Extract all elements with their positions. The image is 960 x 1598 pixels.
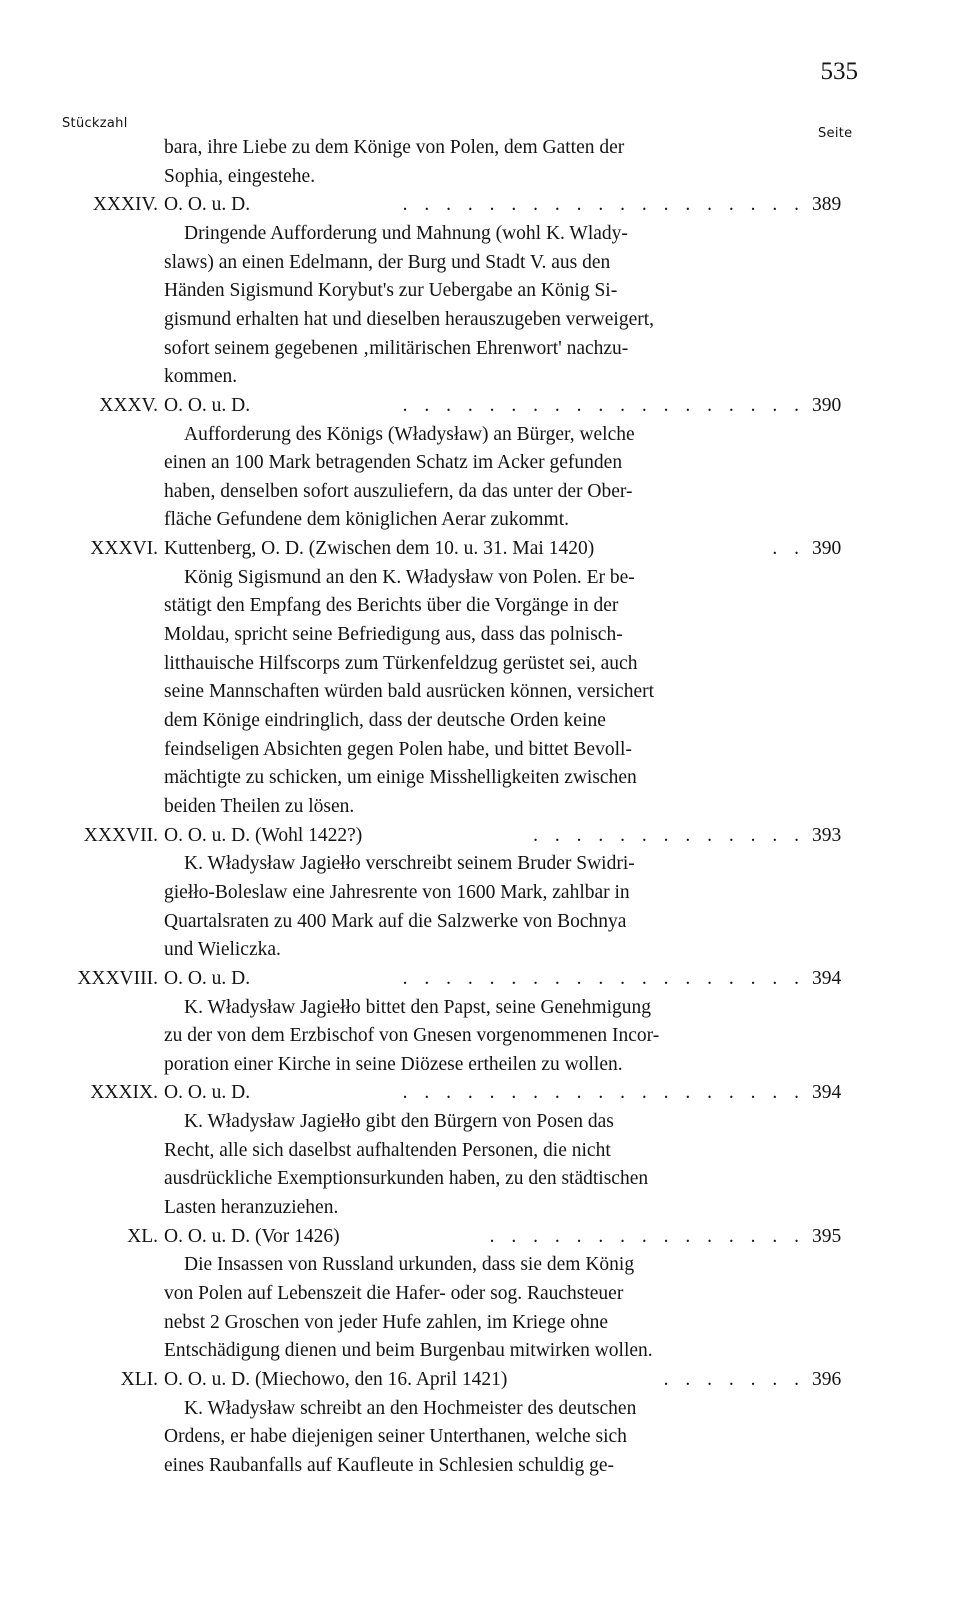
line-text: slaws) an einen Edelmann, der Burg und Stadt V. aus den [164, 251, 611, 273]
line-text: gismund erhalten hat und dieselben herauszugeben verweigert, [164, 308, 655, 330]
entry-number: XLI. [120, 1368, 158, 1390]
line-text: Sophia, eingestehe. [164, 165, 316, 187]
line-text: Die Insassen von Russland urkunden, dass sie dem König [184, 1254, 635, 1276]
text-line [0, 1021, 960, 1051]
text-line [0, 505, 960, 535]
text-line [0, 1164, 960, 1194]
line-text: giełło-Boleslaw eine Jahresrente von 1600 Mark, zahlbar in [164, 881, 630, 903]
text-line [0, 849, 960, 879]
line-text: von Polen auf Lebenszeit die Hafer- oder sog. Rauchsteuer [164, 1283, 624, 1304]
line-text: O. O. u. D. (Vor 1426) [164, 1225, 340, 1247]
entry-number: XXXIV. [92, 194, 158, 216]
line-text: Entschädigung dienen und beim Burgenbau mitwirken wollen. [164, 1340, 653, 1362]
entry-heading-line [0, 1365, 960, 1395]
line-text: stätigt den Empfang des Berichts über die Vorgänge in der [164, 595, 619, 617]
text-line [0, 1050, 960, 1080]
line-text: König Sigismund an den K. Władysław von Polen. Er be- [184, 566, 635, 588]
column-head-count: Stückzahl [62, 116, 128, 131]
entry-number: XL. [127, 1225, 158, 1247]
leader-dots: . . . . . . . . . . . . . . . [489, 1225, 805, 1247]
entry-heading-line [0, 190, 960, 220]
text-line [0, 935, 960, 965]
line-text: O. O. u. D. (Miechowo, den 16. April 1421) [164, 1368, 508, 1390]
entry-number: XXXV. [99, 394, 158, 416]
text-line [0, 1451, 960, 1481]
text-line [0, 362, 960, 392]
line-text: K. Władysław schreibt an den Hochmeister des deutschen [184, 1397, 637, 1419]
text-line [0, 591, 960, 621]
text-line [0, 878, 960, 908]
entry-number: XXXIX. [90, 1082, 158, 1104]
entry-number: XXXVI. [90, 538, 158, 560]
text-line [0, 334, 960, 364]
line-text: poration einer Kirche in seine Diözese ertheilen zu wollen. [164, 1053, 623, 1075]
page-reference: 394 [812, 1082, 842, 1104]
text-line [0, 792, 960, 822]
page-reference: 389 [812, 194, 842, 216]
leader-dots: . . . . . . . . . . . . . . . . . . . [402, 194, 805, 216]
line-text: bara, ihre Liebe zu dem Könige von Polen, dem Gatten der [164, 137, 625, 158]
entry-number: XXXVIII. [77, 967, 158, 989]
line-text: Quartalsraten zu 400 Mark auf die Salzwerke von Bochnya [164, 910, 627, 932]
text-line [0, 248, 960, 278]
text-line [0, 649, 960, 679]
line-text: seine Mannschaften würden bald ausrücken können, versichert [164, 681, 655, 703]
line-text: O. O. u. D. (Wohl 1422?) [164, 824, 363, 846]
line-text: nebst 2 Groschen von jeder Hufe zahlen, im Kriege ohne [164, 1311, 609, 1333]
line-text: Moldau, spricht seine Befriedigung aus, dass das polnisch- [164, 624, 623, 646]
page-reference: 390 [812, 538, 842, 560]
text-line [0, 706, 960, 736]
line-text: beiden Theilen zu lösen. [164, 795, 355, 817]
text-line [0, 1394, 960, 1424]
text-line [0, 1136, 960, 1166]
text-line [0, 1308, 960, 1338]
line-text: dem Könige eindringlich, dass der deutsche Orden keine [164, 710, 606, 731]
text-line [0, 1107, 960, 1137]
leader-dots: . . [772, 538, 805, 560]
entry-heading-line [0, 534, 960, 564]
line-text: und Wieliczka. [164, 939, 281, 961]
line-text: Händen Sigismund Korybut's zur Uebergabe an König Si- [164, 280, 618, 302]
page-number: 535 [820, 58, 858, 85]
entry-heading-line [0, 821, 960, 851]
page-reference: 393 [812, 824, 842, 846]
line-text: K. Władysław Jagiełło bittet den Papst, seine Genehmigung [184, 996, 652, 1018]
line-text: zu der von dem Erzbischof von Gnesen vorgenommenen Incor- [164, 1025, 660, 1047]
line-text: fläche Gefundene dem königlichen Aerar zukommt. [164, 509, 570, 531]
line-text: sofort seinem gegebenen ‚militärischen Ehrenwort' nachzu- [164, 337, 629, 359]
text-line [0, 162, 960, 192]
text-line [0, 448, 960, 478]
entry-number: XXXVII. [83, 824, 158, 846]
text-line [0, 735, 960, 765]
line-text: eines Raubanfalls auf Kaufleute in Schlesien schuldig ge- [164, 1454, 614, 1476]
page-reference: 396 [812, 1368, 842, 1390]
line-text: Ordens, er habe diejenigen seiner Unterthanen, welche sich [164, 1426, 627, 1448]
line-text: feindseligen Absichten gegen Polen habe, und bittet Bevoll- [164, 738, 632, 760]
text-line [0, 1336, 960, 1366]
text-line [0, 133, 960, 163]
leader-dots: . . . . . . . . . . . . . . . . . . . [402, 967, 805, 989]
page-reference: 395 [812, 1225, 842, 1247]
entry-heading-line [0, 391, 960, 421]
line-text: K. Władysław Jagiełło gibt den Bürgern von Posen das [184, 1111, 614, 1133]
line-text: einen an 100 Mark betragenden Schatz im Acker gefunden [164, 452, 623, 474]
text-line [0, 563, 960, 593]
line-text: O. O. u. D. [164, 394, 251, 416]
line-text: mächtigte zu schicken, um einige Misshelligkeiten zwischen [164, 767, 637, 789]
line-text: O. O. u. D. [164, 194, 251, 216]
line-text: Kuttenberg, O. D. (Zwischen dem 10. u. 31. Mai 1420) [164, 538, 595, 560]
line-text: O. O. u. D. [164, 1082, 251, 1104]
entry-heading-line [0, 1222, 960, 1252]
leader-dots: . . . . . . . . . . . . . . . . . . . [402, 394, 805, 416]
text-line [0, 276, 960, 306]
line-text: Aufforderung des Königs (Władysław) an Bürger, welche [184, 423, 635, 445]
text-line [0, 1250, 960, 1280]
text-line [0, 907, 960, 937]
entry-heading-line [0, 964, 960, 994]
line-text: Dringende Aufforderung und Mahnung (wohl K. Wlady- [184, 222, 628, 244]
text-line [0, 305, 960, 335]
line-text: haben, denselben sofort auszuliefern, da das unter der Ober- [164, 480, 633, 502]
page-reference: 394 [812, 967, 842, 989]
line-text: K. Władysław Jagiełło verschreibt seinem Bruder Swidri- [184, 853, 635, 875]
text-line [0, 1193, 960, 1223]
text-line [0, 993, 960, 1023]
text-line [0, 763, 960, 793]
text-line [0, 1279, 960, 1309]
line-text: O. O. u. D. [164, 967, 251, 989]
text-line [0, 420, 960, 450]
page-reference: 390 [812, 394, 842, 416]
leader-dots: . . . . . . . . . . . . . . . . . . . [402, 1082, 805, 1104]
text-line [0, 620, 960, 650]
text-line [0, 219, 960, 249]
line-text: Recht, alle sich daselbst aufhaltenden Personen, die nicht [164, 1139, 611, 1161]
line-text: litthauische Hilfscorps zum Türkenfeldzug gerüstet sei, auch [164, 652, 638, 674]
line-text: ausdrückliche Exemptionsurkunden haben, zu den städtischen [164, 1168, 649, 1190]
text-line [0, 677, 960, 707]
entry-heading-line [0, 1078, 960, 1108]
line-text: Lasten heranzuziehen. [164, 1197, 339, 1219]
leader-dots: . . . . . . . [663, 1368, 805, 1390]
line-text: kommen. [164, 366, 238, 388]
text-line [0, 1422, 960, 1452]
text-line [0, 477, 960, 507]
leader-dots: . . . . . . . . . . . . . [533, 824, 805, 846]
column-head-page: Seite [818, 126, 853, 141]
